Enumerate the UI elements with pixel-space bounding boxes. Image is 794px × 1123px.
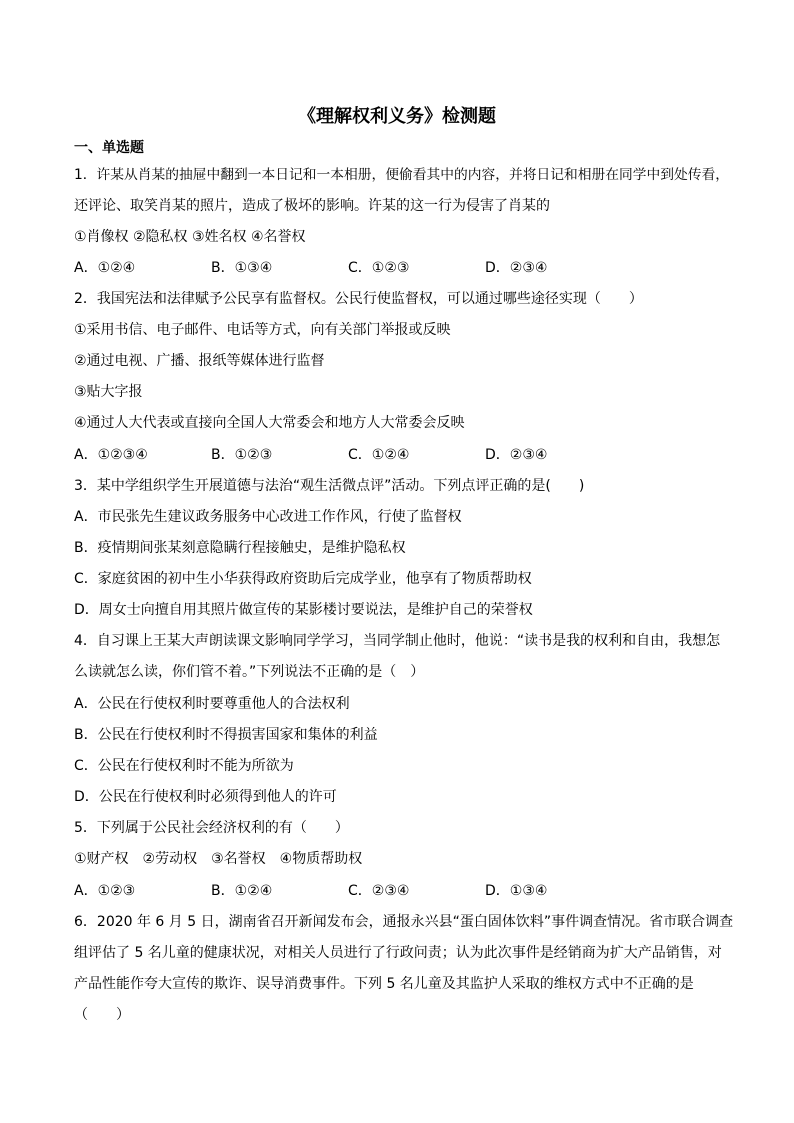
option-c: C．②③④ — [348, 883, 410, 899]
question-stem: 4．自习课上王某大声朗读课文影响同学学习，当同学制止他时，他说：“读书是我的权利和自由，我想怎 — [74, 633, 721, 649]
question-item: ②通过电视、广播、报纸等媒体进行监督 — [74, 353, 325, 369]
option-d: D．公民在行使权利时必须得到他人的许可 — [74, 789, 337, 805]
option-c: C．①②③ — [348, 260, 410, 276]
question-item: ④通过人大代表或直接向全国人大常委会和地方人大常委会反映 — [74, 415, 465, 431]
question-item: ①肖像权 ②隐私权 ③姓名权 ④名誉权 — [74, 229, 306, 245]
option-a: A．市民张先生建议政务服务中心改进工作作风，行使了监督权 — [74, 509, 462, 525]
question-stem: 组评估了 5 名儿童的健康状况，对相关人员进行了行政问责；认为此次事件是经销商为扩大产品销售，对 — [74, 945, 722, 961]
option-a: A．①②③ — [74, 883, 136, 899]
option-c: C．家庭贫困的初中生小华获得政府资助后完成学业，他享有了物质帮助权 — [74, 571, 532, 587]
option-b: B．①②④ — [211, 883, 273, 899]
question-item: ③贴大字报 — [74, 384, 143, 400]
option-d: D．①③④ — [485, 883, 548, 899]
option-d: D．周女士向擅自用其照片做宣传的某影楼讨要说法，是维护自己的荣誉权 — [74, 602, 533, 618]
question-item: ①财产权 ②劳动权 ③名誉权 ④物质帮助权 — [74, 851, 363, 867]
option-a: A．①②④ — [74, 260, 136, 276]
question-stem: 5．下列属于公民社会经济权利的有（ ） — [74, 820, 349, 836]
option-a: A．①②③④ — [74, 447, 148, 463]
option-c: C．公民在行使权利时不能为所欲为 — [74, 758, 294, 774]
question-stem: 3．某中学组织学生开展道德与法治“观生活微点评”活动。下列点评正确的是( ) — [74, 478, 585, 494]
question-stem: 2．我国宪法和法律赋予公民享有监督权。公民行使监督权，可以通过哪些途径实现（ ） — [74, 291, 643, 307]
option-a: A．公民在行使权利时要尊重他人的合法权利 — [74, 696, 350, 712]
question-stem: 还评论、取笑肖某的照片，造成了极坏的影响。许某的这一行为侵害了肖某的 — [74, 198, 550, 214]
option-b: B．①②③ — [211, 447, 273, 463]
question-stem: 1．许某从肖某的抽屉中翻到一本日记和一本相册，便偷看其中的内容，并将日记和相册在同学中到处传看， — [74, 167, 730, 183]
option-d: D．②③④ — [485, 447, 548, 463]
option-b: B．①③④ — [211, 260, 273, 276]
question-item: ①采用书信、电子邮件、电话等方式，向有关部门举报或反映 — [74, 322, 451, 338]
answer-options — [74, 445, 734, 465]
option-c: C．①②④ — [348, 447, 410, 463]
option-b: B．公民在行使权利时不得损害国家和集体的利益 — [74, 727, 378, 743]
answer-options — [74, 881, 734, 901]
option-d: D．②③④ — [485, 260, 548, 276]
page-title: 《理解权利义务》检测题 — [298, 106, 496, 127]
question-stem: （ ） — [74, 1007, 130, 1023]
question-stem: 6．2020 年 6 月 5 日，湖南省召开新闻发布会，通报永兴县“蛋白固体饮料”事件调查情况。省市联合调查 — [74, 914, 734, 930]
question-stem: 产品性能作夸大宣传的欺诈、误导消费事件。下列 5 名儿童及其监护人采取的维权方式中不正确的是 — [74, 976, 694, 992]
question-stem: 么读就怎么读，你们管不着。”下列说法不正确的是（ ） — [74, 664, 425, 680]
answer-options — [74, 258, 734, 278]
option-b: B．疫情期间张某刻意隐瞒行程接触史，是维护隐私权 — [74, 540, 406, 556]
section-heading: 一、单选题 — [74, 140, 144, 156]
